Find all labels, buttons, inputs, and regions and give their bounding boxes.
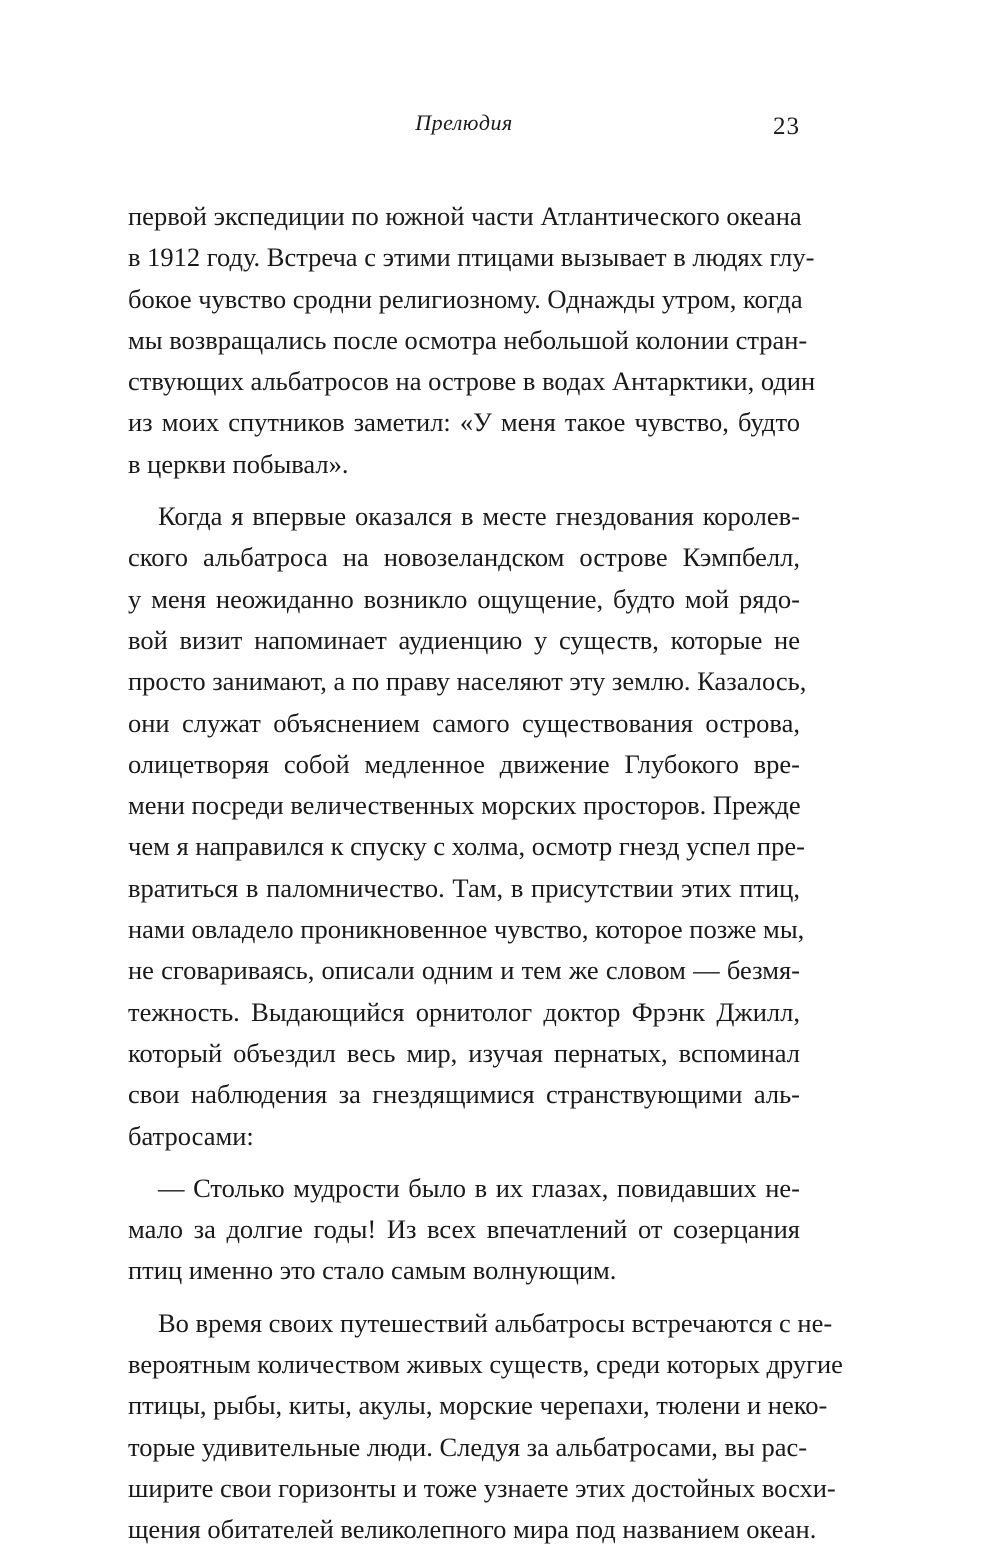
text-line: вероятным количеством живых существ, среди которых другие bbox=[128, 1349, 843, 1380]
text-line: в 1912 году. Встреча с этими птицами вызывает в людях глу- bbox=[128, 242, 815, 273]
text-line: первой экспедиции по южной части Атлантического океана bbox=[128, 201, 802, 231]
text-line: у меня неожиданно возникло ощущение, будто мой рядо- bbox=[128, 583, 800, 614]
text-line: птиц именно это стало самым волнующим. bbox=[128, 1255, 617, 1286]
text-line: олицетворяя собой медленное движение Глубокого вре- bbox=[128, 748, 800, 779]
text-line: щения обитателей великолепного мира под названием океан. bbox=[128, 1514, 817, 1545]
text-line: мени посреди величественных морских просторов. Прежде bbox=[128, 790, 801, 821]
text-line: бокое чувство сродни религиозному. Однажды утром, когда bbox=[128, 283, 803, 314]
text-line: птицы, рыбы, киты, акулы, морские черепахи, тюлени и неко- bbox=[128, 1390, 828, 1421]
paragraph bbox=[128, 196, 816, 485]
text-line: они служат объяснением самого существования острова, bbox=[128, 707, 800, 738]
text-line: торые удивительные люди. Следуя за альбатросами, вы рас- bbox=[128, 1431, 808, 1462]
text-line: ширите свои горизонты и тоже узнаете этих достойных восхи- bbox=[128, 1472, 836, 1503]
text-line: просто занимают, а по праву населяют эту землю. Казалось, bbox=[128, 666, 807, 697]
text-line: из моих спутников заметил: «У меня такое чувство, будто bbox=[128, 407, 800, 438]
text-line: свои наблюдения за гнездящимися странствующими аль- bbox=[128, 1079, 800, 1110]
text-line: который объездил весь мир, изучая пернатых, вспоминал bbox=[128, 1037, 800, 1068]
text-line: мы возвращались после осмотра небольшой колонии стран- bbox=[128, 324, 808, 355]
body-text bbox=[128, 196, 843, 1551]
text-line: нами овладело проникновенное чувство, которое позже мы, bbox=[128, 914, 805, 945]
text-line: батросами: bbox=[128, 1120, 254, 1151]
text-line: — Столько мудрости было в их глазах, повидавших не- bbox=[158, 1172, 800, 1203]
text-line: тежность. Выдающийся орнитолог доктор Фрэнк Джилл, bbox=[128, 996, 800, 1027]
text-line: Во время своих путешествий альбатросы встречаются с не- bbox=[158, 1307, 833, 1338]
page-header bbox=[128, 108, 800, 148]
page-number: 23 bbox=[773, 113, 800, 140]
paragraph bbox=[128, 1168, 800, 1292]
text-line: в церкви побывал». bbox=[128, 448, 349, 479]
running-head: Прелюдия bbox=[415, 110, 513, 135]
text-line: вой визит напоминает аудиенцию у существ, которые не bbox=[128, 624, 800, 655]
text-line: чем я направился к спуску с холма, осмотр гнезд успел пре- bbox=[128, 831, 805, 862]
text-line: мало за долгие годы! Из всех впечатлений от созерцания bbox=[128, 1214, 800, 1245]
text-line: ского альбатроса на новозеландском острове Кэмпбелл, bbox=[128, 542, 800, 573]
text-line: не сговариваясь, описали одним и тем же словом — безмя- bbox=[128, 955, 800, 986]
paragraph bbox=[128, 1303, 843, 1551]
paragraph bbox=[128, 496, 807, 1157]
text-line: ствующих альбатросов на острове в водах Антарктики, один bbox=[128, 366, 816, 397]
text-line: Когда я впервые оказался в месте гнездования королев- bbox=[158, 501, 800, 532]
text-line: вратиться в паломничество. Там, в присутствии этих птиц, bbox=[128, 872, 800, 903]
